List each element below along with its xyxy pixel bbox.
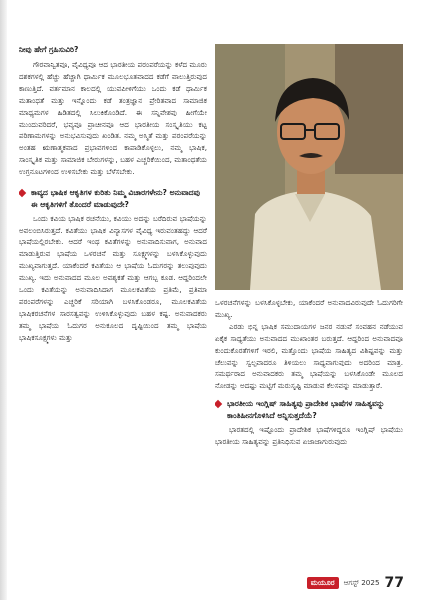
- interview-question: [19, 187, 207, 211]
- page-footer: [307, 575, 404, 591]
- page-fold-shadow: [0, 0, 7, 600]
- paragraph: ಭಾರತದಲ್ಲಿ ಇಷ್ಟೊಂದು ಪ್ರಾದೇಶಿಕ ಭಾಷೆಗಳಿದ್ದರೂ ಇಂಗ್ಲಿಷ್ ಭಾಷೆಯು ಭಾರತೀಯ ಸಾಹಿತ್ಯವನ್ನು ಪ್ರತಿನಿಧಿಸುವ ಏಜಾಜಾಗುರುವುದು: [215, 424, 403, 446]
- portrait-illustration: [215, 44, 403, 290]
- issue-date: ಆಗಸ್ಟ್ 2025: [343, 578, 380, 587]
- paragraph: ಒಳರಚನೆಗಳನ್ನು ಬಳಸಿಕೊಳ್ಳಬೇಕು, ಯಾಕೆಂದರೆ ಅನುವಾದವಿರುವುದೇ ಓದುಗರಿಗೇ ಮುಖ್ಯ.: [215, 298, 403, 319]
- question-text: ಕಾವ್ಯದ ಭಾಷಿಕ ಆಕೃತಿಗಳ ಕುರಿತು ನಿಮ್ಮ ವಿಚಾರಗಳೇನು? ಅನುವಾದವು ಈ ಆಕೃತಿಗಳಿಗೆ ತೊಂದರೆ ಮಾಡುವುದೇ?: [31, 188, 200, 209]
- interview-question: [215, 398, 403, 422]
- page-number: 77: [384, 575, 404, 591]
- paragraph: ಎರಡು ಭಿನ್ನ ಭಾಷಿಕ ಸಮುದಾಯಗಳ ಜನರ ನಡುವೆ ಸಂವಹನ ನಡೆಯುವ ಏಕೈಕ ಸಾಧ್ಯತೆಯು ಅನುವಾದದ ಮುಖಾಂತರ ಬರುತ್ತದೆ. ಆದ್ದರಿಂದ ಅನುವಾದವೂ ಕುಂದುಕೊರತೆಗಳಿಗೆ ಇರಲಿ, ಮತ್ತೊಂದು ಭಾಷೆಯ ಸಾಹಿತ್ಯದ ವಿಶಿಷ್ಟವನ್ನು ಮತ್ತು ಚೆಲುವನ್ನು ಸ್ವಲ್ಪವಾದರೂ ತಿಳಿಯಲು ಸಾಧ್ಯವಾಗುವುದು ಅದರಿಂದ ಮಾತ್ರ. ಸಮರ್ಥರಾದ ಅನುವಾದಕರು ತಮ್ಮ ಭಾಷೆಯನ್ನು ಬಳಸಿಕೊಂಡೇ ಮೂಲದ ನೋಡನ್ನು ಅದಷ್ಟು ಮಟ್ಟಿಗೆ ಮರುಸೃಷ್ಟಿ ಮಾಡುವ ಕೆಲಸವನ್ನು ಮಾಡುತ್ತಾರೆ.: [215, 321, 403, 391]
- magazine-logo: ಮಯೂರ: [307, 577, 339, 589]
- portrait-photo: [215, 44, 403, 290]
- left-column: [19, 44, 207, 344]
- right-column: [215, 297, 403, 448]
- section-heading: ನೀವು ಹೇಗೆ ಗ್ರಹಿಸುವಿರಿ?: [19, 45, 79, 54]
- diamond-bullet-icon: [19, 189, 26, 197]
- paragraph: ಒಂದು ಕವಿಯ ಭಾಷಿಕ ರಚನೆಯು, ಕವಿಯು ಅದನ್ನು ಬರೆದಿರುವ ಭಾಷೆಯನ್ನು ಅವಲಂಬಿಸಿರುತ್ತದೆ. ಕವಿತೆಯು ಭಾಷಿಕ ವಿನ್ಯಾಸಗಳ ವೈವಿಧ್ಯ ಇರುವಂತಹದ್ದು ಆದರೆ ಭಾಷೆಯಲ್ಲಿರಬೇಕು. ಆದರೆ ಇಂಥ ಕವಿತೆಗಳನ್ನು ಅನುವಾದಿಸುವಾಗ, ಅನುವಾದ ಮಾಡುತ್ತಿರುವ ಭಾಷೆಯ ಒಳರಚನೆ ಮತ್ತು ಸೂಕ್ಷ್ಮಗಳನ್ನು ಬಳಸಿಕೊಳ್ಳುವುದು ಮುಖ್ಯವಾಗುತ್ತದೆ. ಯಾಕೆಂದರೆ ಕವಿತೆಯು ಆ ಭಾಷೆಯ ಓದುಗರನ್ನು ತಲುಪುವುದು ಮುಖ್ಯ. ಇದು ಅನುವಾದದ ಮೂಲ ಅವಶ್ಯಕತೆ ಮತ್ತು ಆಗಬ್ಬ ಕೂಡ. ಆದ್ದರಿಂದಲೇ ಒಂದು ಕವಿತೆಯನ್ನು ಅನುವಾದಿಸಿದಾಗ ಮೂಲಕವಿತೆಯ ಪ್ರತಿಮೆ, ಪ್ರತಿಮಾ ಪರಂಪರೆಗಳನ್ನು ಎಚ್ಚರಿಕೆ ಸರಿಯಾಗಿ ಬಳಸಿಕೊಂಡರೂ, ಮೂಲಕವಿತೆಯ ಭಾಷಿಕರಚನೆಗಳ ಸಾರಸತ್ವವನ್ನು ಉಳಿಸಿಕೊಳ್ಳುವುದು ಬಹಳ ಕಷ್ಟ. ಅನುವಾದಕರು ತಮ್ಮ ಭಾಷೆಯ ಓದುಗರ ಅನುಕೂಲದ ದೃಷ್ಟಿಯಿಂದ ತಮ್ಮ ಭಾಷೆಯ ಭಾಷಿಕಸೂಕ್ಷ್ಮಗಳು ಮತ್ತು: [19, 213, 207, 342]
- paragraph: ಗೌರವಾನ್ವಿತವೂ, ವೈವಿಧ್ಯವೂ ಆದ ಭಾರತೀಯ ಪರಂಪರೆಯನ್ನು ಕಳೆದ ಮೂರು ದಶಕಗಳಲ್ಲಿ ಹೆಚ್ಚು ಹೆಚ್ಚಾಗಿ ಧಾರ್ಮಿಕ ಮೂಲಭೂತವಾದದ ಕಡೆಗೆ ವಾಲುತ್ತಿರುವುದ ಕಾಣುತ್ತಿದೆ. ವರ್ತಮಾನ ಕಾಲದಲ್ಲಿ ಯುವಪೀಳಿಗೆಯು ಒಂದು ಕಡೆ ಧಾರ್ಮಿಕ ಮತಾಂಧತೆ ಮತ್ತು ಇನ್ನೊಂದು ಕಡೆ ತಂತ್ರಜ್ಞಾನ ಪ್ರೇರಿತವಾದ ಸಾಮಾಜಿಕ ಮಾಧ್ಯಮಗಳ ಹಿಡಿತದಲ್ಲಿ ಸಿಲುಕಿಕೊಂಡಿದೆ. ಈ ಸನ್ನಿವೇಶವು ಹೀಗೆಯೇ ಮುಂದುವರಿದರೆ, ಭವ್ಯವೂ ಪ್ರಾಚೀನವೂ ಆದ ಭಾರತೀಯ ಸಂಸ್ಕೃತಿಯು ಕಟ್ಟ ಪರಿಣಾಮಗಳನ್ನು ಅನುಭವಿಸುವುದು ಖಂಡಿತ. ನಮ್ಮ ಅಸ್ಮಿತೆ ಮತ್ತು ಪರಂಪರೆಯನ್ನು ಅಂತಹ ಋಣಾತ್ಮಕವಾದ ಪ್ರಭಾವಗಳಿಂದ ಕಾಪಾಡಿಕೊಳ್ಳಲು, ನಮ್ಮ ಭಾಷಿಕ, ಸಾಂಸ್ಕೃತಿಕ ಮತ್ತು ಸಾಮಾಜಿಕ ಬೇರುಗಳನ್ನು, ಬಹಳ ಎಚ್ಚರಿಕೆಯಿಂದ, ಮತಾಂಧತೆಯ ಉಗ್ರನೂಟಗಳಿಂದ ಉಳಿಸಬೇಕು ಮತ್ತು ಬೆಳೆಸಬೇಕು.: [19, 60, 207, 177]
- diamond-bullet-icon: [215, 400, 222, 408]
- question-text: ಭಾರತೀಯ ಇಂಗ್ಲಿಷ್ ಸಾಹಿತ್ಯವು ಪ್ರಾದೇಶಿಕ ಭಾಷೆಗಳ ಸಾಹಿತ್ಯವನ್ನು ಕಾಂತಿಹೀನಗೊಳಿಸಿದೆ ಅನ್ನಿಸುತ್ತದೆಯೆ?: [227, 399, 385, 421]
